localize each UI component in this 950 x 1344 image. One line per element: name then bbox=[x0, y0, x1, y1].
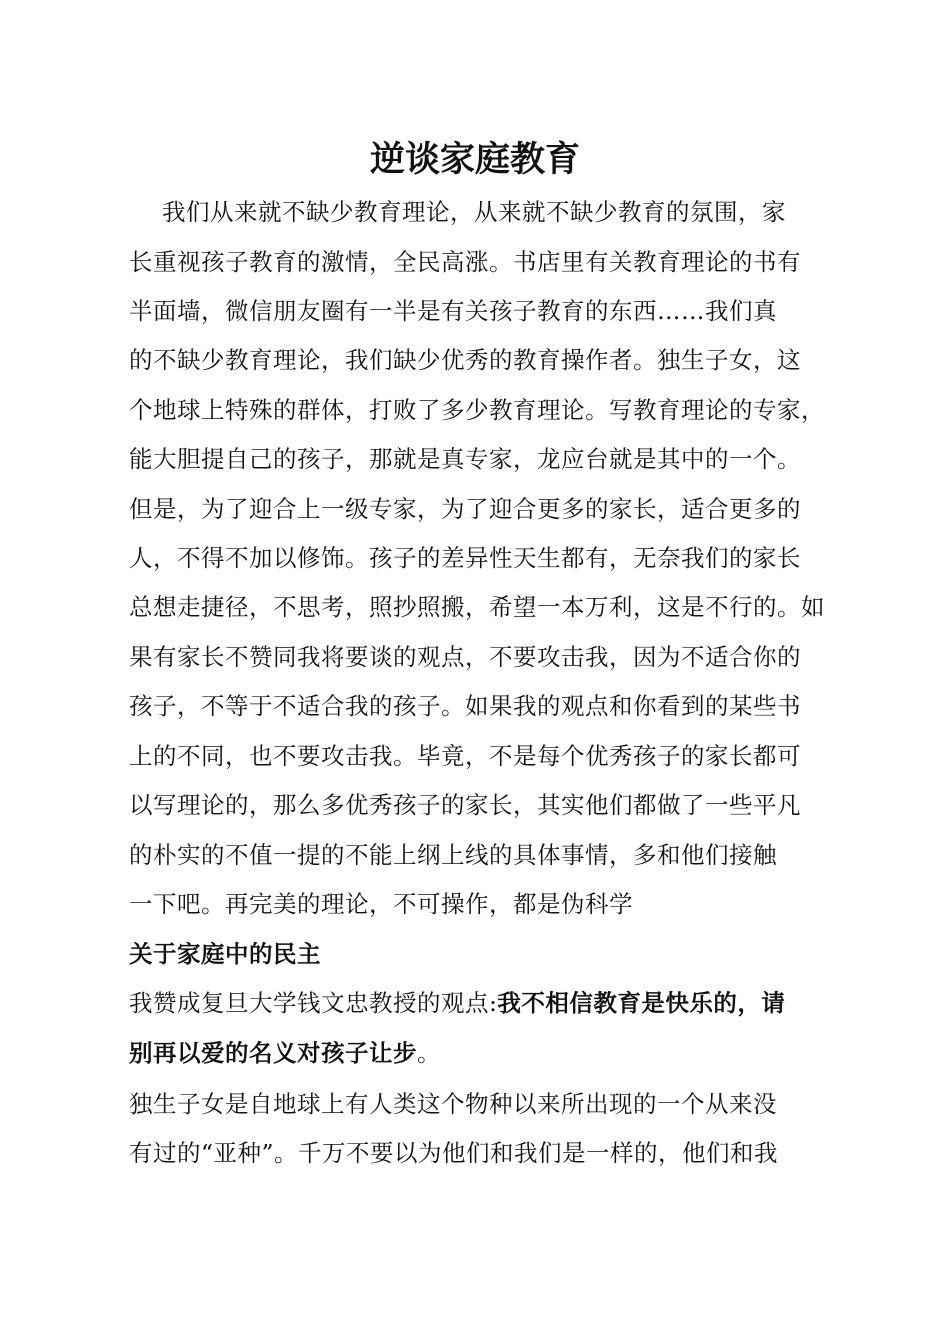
body-line: 总想走捷径，不思考，照抄照搬，希望一本万利，这是不行的。如 bbox=[129, 593, 825, 621]
quote-emphasis-text: 我不相信教育是快乐的，请 bbox=[497, 989, 786, 1017]
body-line: 一下吧。再完美的理论，不可操作，都是伪科学 bbox=[129, 890, 633, 918]
body-line: 以写理论的，那么多优秀孩子的家长，其实他们都做了一些平凡 bbox=[129, 791, 801, 819]
quote-end-punctuation: 。 bbox=[417, 1039, 441, 1067]
quote-emphasis-text: 别再以爱的名义对孩子让步 bbox=[129, 1039, 417, 1067]
body-line: 我们从来就不缺少教育理论，从来就不缺少教育的氛围，家 bbox=[162, 198, 786, 226]
body-line: 果有家长不赞同我将要谈的观点，不要攻击我，因为不适合你的 bbox=[129, 643, 801, 671]
body-line: 孩子，不等于不适合我的孩子。如果我的观点和你看到的某些书 bbox=[129, 692, 801, 720]
body-line: 个地球上特殊的群体，打败了多少教育理论。写教育理论的专家， bbox=[129, 396, 825, 424]
document-title: 逆谈家庭教育 bbox=[369, 139, 580, 180]
body-line: 的朴实的不值一提的不能上纲上线的具体事情，多和他们接触 bbox=[129, 841, 777, 869]
body-line: 人，不得不加以修饰。孩子的差异性天生都有，无奈我们的家长 bbox=[129, 544, 801, 572]
body-line: 能大胆提自己的孩子，那就是真专家，龙应台就是其中的一个。 bbox=[129, 445, 801, 473]
body-line: 但是，为了迎合上一级专家，为了迎合更多的家长，适合更多的 bbox=[129, 495, 801, 523]
quote-line bbox=[129, 1038, 441, 1068]
body-line: 长重视孩子教育的激情，全民高涨。书店里有关教育理论的书有 bbox=[129, 248, 801, 276]
body-line: 独生子女是自地球上有人类这个物种以来所出现的一个从来没 bbox=[129, 1090, 777, 1118]
body-line: 半面墙，微信朋友圈有一半是有关孩子教育的东西……我们真 bbox=[129, 297, 777, 325]
section-heading: 关于家庭中的民主 bbox=[129, 940, 321, 968]
body-line: 上的不同，也不要攻击我。毕竟，不是每个优秀孩子的家长都可 bbox=[129, 742, 801, 770]
quote-line bbox=[129, 988, 785, 1018]
body-line: 有过的“亚种”。千万不要以为他们和我们是一样的，他们和我 bbox=[129, 1139, 779, 1167]
body-line: 的不缺少教育理论，我们缺少优秀的教育操作者。独生子女，这 bbox=[129, 346, 801, 374]
quote-intro-text: 我赞成复旦大学钱文忠教授的观点: bbox=[129, 989, 498, 1017]
